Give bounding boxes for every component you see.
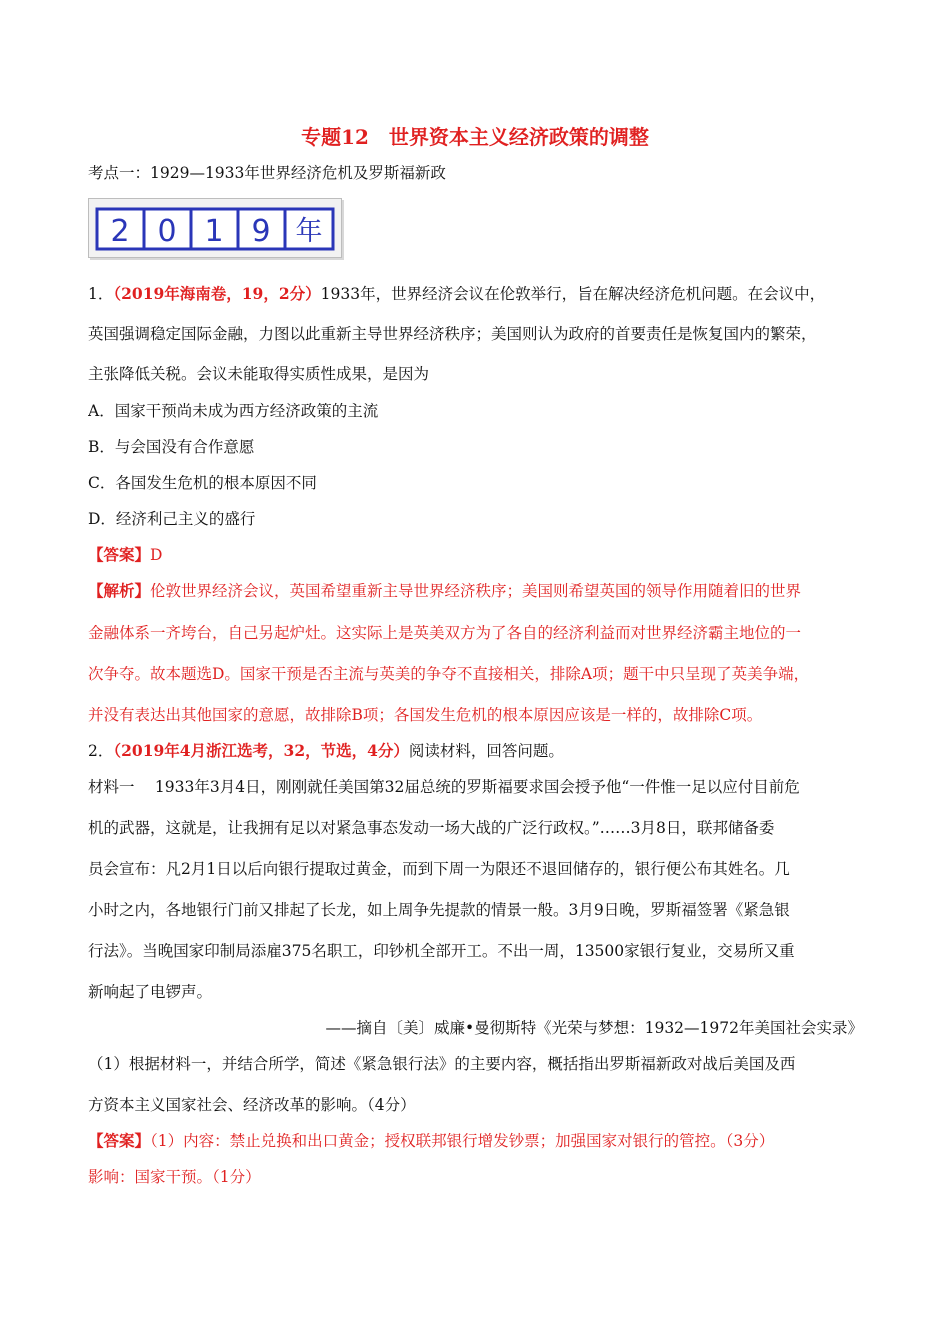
q1-analysis-line-3: 次争夺。故本题选D。国家干预是否主流与英美的争夺不直接相关，排除A项；题干中只呈现了英美争端， xyxy=(88,665,810,683)
year-digit-1: 2 xyxy=(110,214,130,249)
q2-answer-line-1 xyxy=(88,1131,863,1151)
q1-analysis-text-1: 伦敦世界经济会议，英国希望重新主导世界经济秩序；美国则希望英国的领导作用随着旧的世界 xyxy=(150,582,802,600)
q1-option-a: A．国家干预尚未成为西方经济政策的主流 xyxy=(88,402,379,420)
topic-heading: 考点一：1929—1933年世界经济危机及罗斯福新政 xyxy=(88,164,446,182)
q1-option-c: C．各国发生危机的根本原因不同 xyxy=(88,474,317,492)
q2-citation: ——摘自〔美〕威廉•曼彻斯特《光荣与梦想：1932—1972年美国社会实录》 xyxy=(325,1019,863,1037)
q1-answer xyxy=(88,545,863,565)
q2-material-line-5: 行法》。当晚国家印制局添雇375名职工，印钞机全部开工。不出一周，13500家银行复业，交易所又重 xyxy=(88,942,795,960)
q2-number: 2． xyxy=(88,742,114,760)
q2-source: （2019年4月浙江选考，32，节选，4分） xyxy=(113,741,409,760)
year-badge-graphic xyxy=(89,199,341,257)
year-suffix: 年 xyxy=(295,216,323,247)
q2-subquestion-line-1: （1）根据材料一，并结合所学，简述《紧急银行法》的主要内容，概括指出罗斯福新政对战后美国及西 xyxy=(88,1055,796,1073)
q1-number: 1． xyxy=(88,285,114,303)
q1-stem-text-1: 1933年，世界经济会议在伦敦举行，旨在解决经济危机问题。在会议中， xyxy=(320,285,826,303)
q2-intro: 阅读材料，回答问题。 xyxy=(408,742,564,760)
q2-material-line-2: 机的武器，这就是，让我拥有足以对紧急事态发动一场大战的广泛行政权。”……3月8日，联邦储备委 xyxy=(88,819,775,837)
q2-answer-label: 【答案】 xyxy=(88,1131,151,1150)
q2-subquestion-line-2: 方资本主义国家社会、经济改革的影响。（4分） xyxy=(88,1096,416,1114)
q2-heading xyxy=(88,741,863,761)
q1-option-b: B．与会国没有合作意愿 xyxy=(88,438,255,456)
q1-analysis-line-4: 并没有表达出其他国家的意愿，故排除B项；各国发生危机的根本原因应该是一样的，故排除C项。 xyxy=(88,706,763,724)
q2-material-line-4: 小时之内，各地银行门前又排起了长龙，如上周争先提款的情景一般。3月9日晚，罗斯福签署《紧急银 xyxy=(88,901,790,919)
year-badge xyxy=(88,198,342,258)
q1-stem-line-3: 主张降低关税。会议未能取得实质性成果，是因为 xyxy=(88,365,430,383)
q1-answer-value: D xyxy=(150,546,163,564)
q2-material-line-6: 新响起了电锣声。 xyxy=(88,983,213,1001)
year-digit-2: 0 xyxy=(157,214,177,249)
year-digit-4: 9 xyxy=(251,214,271,249)
q2-material-line-1: 材料一 1933年3月4日，刚刚就任美国第32届总统的罗斯福要求国会授予他“一件惟一足以应付目前危 xyxy=(88,778,800,796)
year-digit-3: 1 xyxy=(204,214,224,249)
q1-analysis-label: 【解析】 xyxy=(88,581,151,600)
q1-option-d: D．经济利己主义的盛行 xyxy=(88,510,256,528)
q1-stem-line-2: 英国强调稳定国际金融，力图以此重新主导世界经济秩序；美国则认为政府的首要责任是恢复国内的繁荣， xyxy=(88,325,817,343)
q2-answer-text-1: （1）内容：禁止兑换和出口黄金；授权联邦银行增发钞票；加强国家对银行的管控。（3分） xyxy=(150,1132,775,1150)
q1-stem-line-1 xyxy=(88,284,863,304)
q2-material-line-3: 员会宣布：凡2月1日以后向银行提取过黄金，而到下周一为限还不退回储存的，银行便公布其姓名。几 xyxy=(88,860,790,878)
q1-analysis-line-2: 金融体系一齐垮台，自己另起炉灶。这实际上是英美双方为了各自的经济利益而对世界经济霸主地位的一 xyxy=(88,624,802,642)
q2-answer-line-2: 影响：国家干预。（1分） xyxy=(88,1168,261,1186)
page-title: 专题12 世界资本主义经济政策的调整 xyxy=(301,125,649,149)
q1-analysis-line-1 xyxy=(88,581,863,601)
q1-source: （2019年海南卷，19，2分） xyxy=(113,284,321,303)
q1-answer-label: 【答案】 xyxy=(88,545,151,564)
